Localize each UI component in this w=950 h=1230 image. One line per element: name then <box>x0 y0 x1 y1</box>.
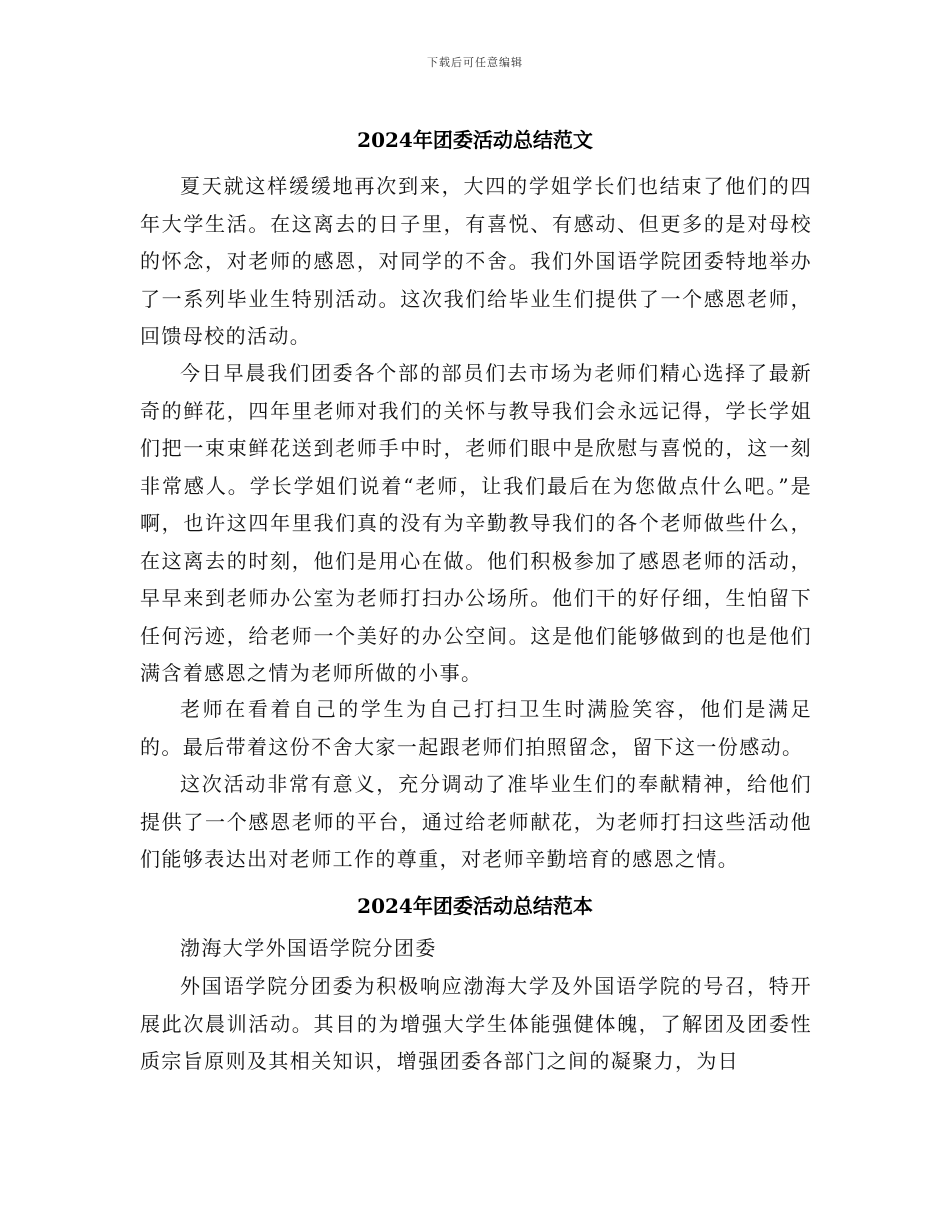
paragraph: 这次活动非常有意义，充分调动了准毕业生们的奉献精神，给他们提供了一个感恩老师的平台，通过给老师献花，为老师打扫这些活动他们能够表达出对老师工作的尊重，对老师辛勤培育的感恩之情。 <box>140 772 812 871</box>
paragraph: 老师在看着自己的学生为自己打扫卫生时满脸笑容，他们是满足的。最后带着这份不舍大家一起跟老师们拍照留念，留下这一份感动。 <box>140 697 812 759</box>
section-title: 2024年团委活动总结范本 <box>357 894 593 918</box>
organization-line: 渤海大学外国语学院分团委 <box>180 936 437 960</box>
document-title: 2024年团委活动总结范文 <box>357 128 593 152</box>
paragraph: 夏天就这样缓缓地再次到来，大四的学姐学长们也结束了他们的四年大学生活。在这离去的日子里，有喜悦、有感动、但更多的是对母校的怀念，对老师的感恩，对同学的不舍。我们外国语学院团委特地举办了一系列毕业生特别活动。这次我们给毕业生们提供了一个感恩老师，回馈母校的活动。 <box>140 174 812 348</box>
header-note: 下载后可任意编辑 <box>427 56 523 69</box>
paragraph: 外国语学院分团委为积极响应渤海大学及外国语学院的号召，特开展此次晨训活动。其目的为增强大学生体能强健体魄，了解团及团委性质宗旨原则及其相关知识，增强团委各部门之间的凝聚力，为日 <box>140 974 812 1073</box>
paragraph: 今日早晨我们团委各个部的部员们去市场为老师们精心选择了最新奇的鲜花，四年里老师对我们的关怀与教导我们会永远记得，学长学姐们把一束束鲜花送到老师手中时，老师们眼中是欣慰与喜悦的，这一刻非常感人。学长学姐们说着“老师，让我们最后在为您做点什么吧。”是啊，也许这四年里我们真的没有为辛勤教导我们的各个老师做些什么，在这离去的时刻，他们是用心在做。他们积极参加了感恩老师的活动，早早来到老师办公室为老师打扫办公场所。他们干的好仔细，生怕留下任何污迹，给老师一个美好的办公空间。这是他们能够做到的也是他们满含着感恩之情为老师所做的小事。 <box>140 361 812 685</box>
